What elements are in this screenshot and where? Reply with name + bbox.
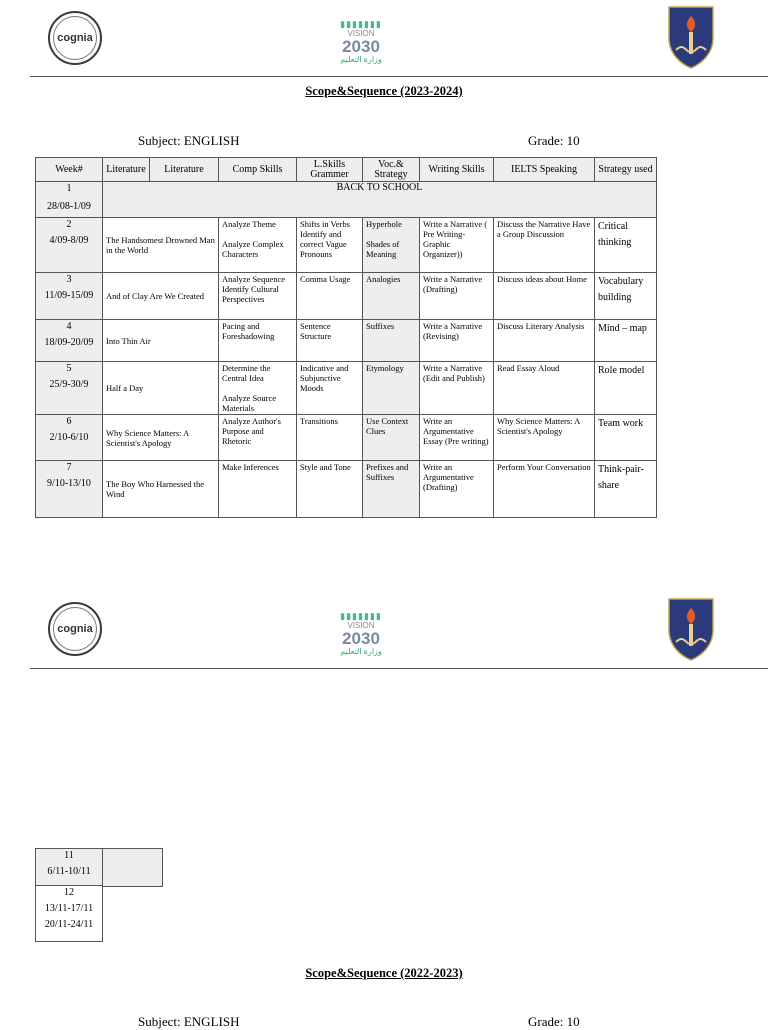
table-row — [36, 273, 657, 320]
table-row — [36, 320, 657, 362]
vision-dots-icon: ▮▮▮▮▮▮▮ — [340, 19, 382, 29]
gram-cell: Comma Usage — [297, 273, 363, 320]
comp-cell: Make Inferences — [219, 461, 297, 518]
subject-label-2: Subject: ENGLISH — [138, 1014, 240, 1029]
week-cell: 12 13/11-17/11 20/11-24/11 — [36, 886, 103, 942]
school-crest-icon — [666, 596, 716, 662]
table-row — [36, 461, 657, 518]
vision-2030-logo — [316, 612, 406, 656]
lit-cell: Half a Day — [103, 362, 219, 415]
school-crest-icon — [666, 4, 716, 70]
ielts-cell: Read Essay Aloud — [494, 362, 595, 415]
schedule-table — [35, 157, 657, 518]
table-row — [36, 415, 657, 461]
comp-cell: Analyze Author's Purpose and Rhetoric — [219, 415, 297, 461]
col-header: Comp Skills — [219, 158, 297, 182]
header-divider — [30, 76, 768, 77]
writ-cell: Write a Narrative (Edit and Publish) — [420, 362, 494, 415]
week-11-table — [35, 848, 163, 887]
lit-cell: The Boy Who Harnessed the Wind — [103, 461, 219, 518]
voc-cell: Prefixes and Suffixes — [363, 461, 420, 518]
col-header: Voc.& Strategy — [363, 158, 420, 182]
strat-cell: Think-pair-share — [595, 461, 657, 518]
col-header: Literature — [103, 158, 150, 182]
vision-label: VISION — [347, 621, 375, 630]
strat-cell: Vocabulary building — [595, 273, 657, 320]
gram-cell: Indicative and Subjunctive Moods — [297, 362, 363, 415]
table-row — [36, 182, 657, 218]
writ-cell: Write a Narrative (Drafting) — [420, 273, 494, 320]
col-header: L.Skills Grammer — [297, 158, 363, 182]
comp-cell: Analyze Theme Analyze Complex Characters — [219, 218, 297, 273]
table-row — [36, 362, 657, 415]
ielts-cell: Discuss the Narrative Have a Group Discussion — [494, 218, 595, 273]
vision-label: VISION — [347, 29, 375, 38]
writ-cell: Write an Argumentative Essay (Pre writing) — [420, 415, 494, 461]
vision-2030-logo — [316, 20, 406, 64]
gram-cell: Style and Tone — [297, 461, 363, 518]
voc-cell: Use Context Clues — [363, 415, 420, 461]
week-cell: 3 11/09-15/09 — [36, 273, 103, 320]
empty-cell — [103, 849, 163, 887]
table-row — [36, 849, 163, 887]
voc-cell: Suffixes — [363, 320, 420, 362]
cognia-logo-text: cognia — [53, 607, 97, 651]
gram-cell: Sentence Structure — [297, 320, 363, 362]
ielts-cell: Perform Your Conversation — [494, 461, 595, 518]
table-row — [36, 886, 103, 942]
lit-cell: The Handsomest Drowned Man in the World — [103, 218, 219, 273]
voc-cell: Hyperbole Shades of Meaning — [363, 218, 420, 273]
subject-label: Subject: ENGLISH — [138, 133, 240, 148]
col-header: Week# — [36, 158, 103, 182]
cognia-logo — [48, 11, 102, 65]
cognia-logo — [48, 602, 102, 656]
page-title-2: Scope&Sequence (2022-2023) — [305, 966, 463, 980]
vision-year: 2030 — [342, 37, 380, 56]
back-to-school-cell: BACK TO SCHOOL — [103, 182, 657, 218]
week-12-table — [35, 885, 103, 942]
cognia-logo-text: cognia — [53, 16, 97, 60]
voc-cell: Etymology — [363, 362, 420, 415]
strat-cell: Role model — [595, 362, 657, 415]
gram-cell: Shifts in Verbs Identify and correct Vague Pronouns — [297, 218, 363, 273]
writ-cell: Write an Argumentative (Drafting) — [420, 461, 494, 518]
writ-cell: Write a Narrative ( Pre Writing- Graphic Organizer)) — [420, 218, 494, 273]
gram-cell: Transitions — [297, 415, 363, 461]
ielts-cell: Why Science Matters: A Scientist's Apology — [494, 415, 595, 461]
week-cell: 11 6/11-10/11 — [36, 849, 103, 887]
week-cell: 4 18/09-20/09 — [36, 320, 103, 362]
writ-cell: Write a Narrative (Revising) — [420, 320, 494, 362]
lit-cell: Into Thin Air — [103, 320, 219, 362]
table-row — [36, 218, 657, 273]
grade-label: Grade: 10 — [528, 133, 580, 148]
vision-dots-icon: ▮▮▮▮▮▮▮ — [340, 611, 382, 621]
col-header: Strategy used — [595, 158, 657, 182]
page-title: Scope&Sequence (2023-2024) — [305, 84, 463, 98]
comp-cell: Determine the Central Idea Analyze Source Materials — [219, 362, 297, 415]
week-cell: 2 4/09-8/09 — [36, 218, 103, 273]
comp-cell: Pacing and Foreshadowing — [219, 320, 297, 362]
voc-cell: Analogies — [363, 273, 420, 320]
strat-cell: Critical thinking — [595, 218, 657, 273]
ministry-arabic: وزارة التعليم — [340, 647, 382, 656]
ielts-cell: Discuss Literary Analysis — [494, 320, 595, 362]
week-cell: 7 9/10-13/10 — [36, 461, 103, 518]
col-header: Writing Skills — [420, 158, 494, 182]
ielts-cell: Discuss ideas about Home — [494, 273, 595, 320]
week-cell: 1 28/08-1/09 — [36, 182, 103, 218]
lit-cell: And of Clay Are We Created — [103, 273, 219, 320]
col-header: IELTS Speaking — [494, 158, 595, 182]
strat-cell: Team work — [595, 415, 657, 461]
lit-cell: Why Science Matters: A Scientist's Apology — [103, 415, 219, 461]
ministry-arabic: وزارة التعليم — [340, 55, 382, 64]
week-cell: 5 25/9-30/9 — [36, 362, 103, 415]
grade-label-2: Grade: 10 — [528, 1014, 580, 1029]
week-cell: 6 2/10-6/10 — [36, 415, 103, 461]
vision-year: 2030 — [342, 629, 380, 648]
col-header: Literature — [150, 158, 219, 182]
strat-cell: Mind – map — [595, 320, 657, 362]
table-header-row — [36, 158, 657, 182]
header-divider — [30, 668, 768, 669]
comp-cell: Analyze Sequence Identify Cultural Perspectives — [219, 273, 297, 320]
